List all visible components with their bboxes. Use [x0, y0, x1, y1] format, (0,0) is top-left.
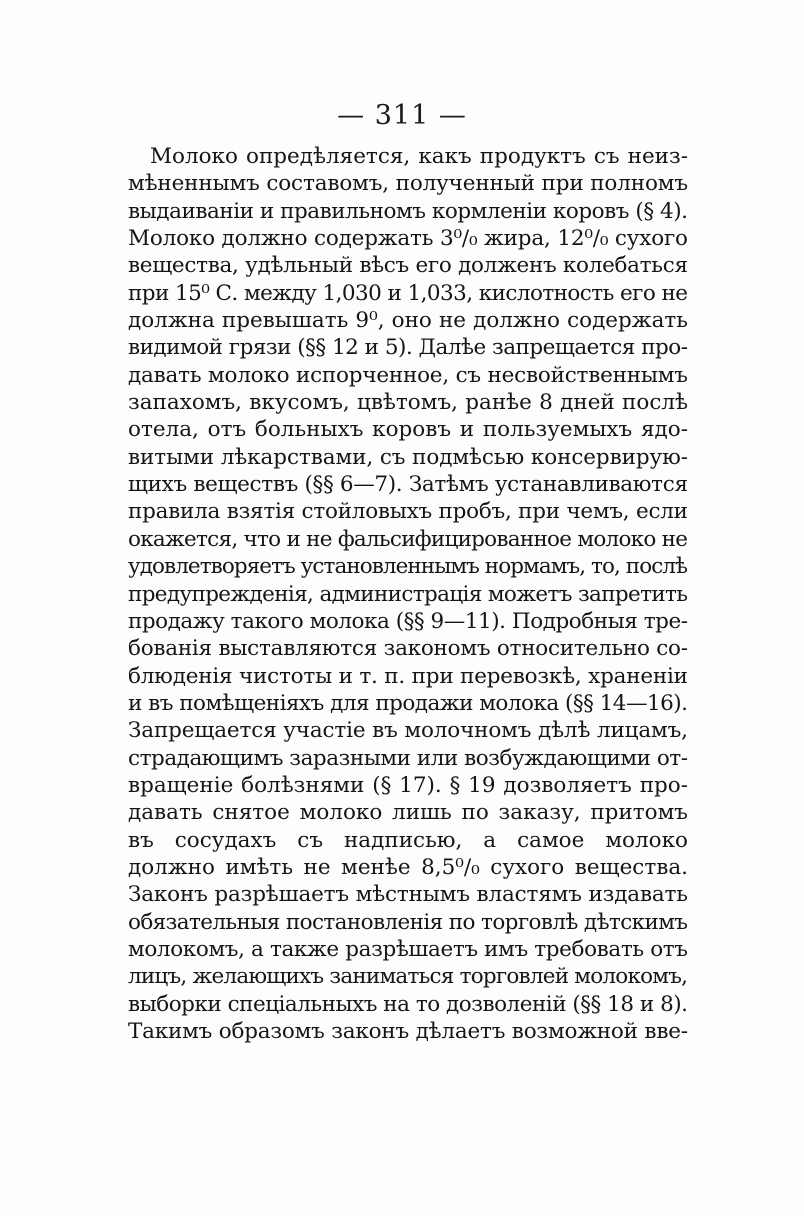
text-line: должна превышать 9⁰, оно не должно содержать [128, 308, 688, 334]
text-line: Молоко опредѣляется, какъ продуктъ съ неиз- [150, 144, 688, 169]
text-line: правила взятія стойловыхъ пробъ, при чемъ, если [128, 499, 688, 525]
text-line: страдающимъ заразными или возбуждающими от- [128, 745, 688, 771]
text-line: давать молоко испорченное, съ несвойственнымъ [128, 362, 688, 388]
text-line: щихъ веществъ (§§ 6—7). Затѣмъ устанавливаются [128, 472, 688, 498]
text-line: вращеніе болѣзнями (§ 17). § 19 дозволяетъ про- [128, 772, 688, 798]
body-text [128, 143, 688, 1045]
text-line: видимой грязи (§§ 12 и 5). Далѣе запрещается про- [128, 335, 688, 361]
text-line: Законъ разрѣшаетъ мѣстнымъ властямъ издавать [128, 882, 688, 908]
text-line: выдаиваніи и правильномъ кормленіи коровъ (§ 4). [128, 198, 688, 224]
text-line: давать снятое молоко лишь по заказу, притомъ [128, 800, 688, 826]
text-line: вещества, удѣльный вѣсъ его долженъ колебаться [128, 253, 688, 279]
text-line: отела, отъ больныхъ коровъ и пользуемыхъ ядо- [128, 417, 688, 443]
text-line: бованія выставляются закономъ относительно со- [128, 636, 688, 662]
text-line: блюденія чистоты и т. п. при перевозкѣ, храненіи [128, 663, 688, 689]
text-line: продажу такого молока (§§ 9—11). Подробныя тре- [128, 608, 688, 634]
text-line: Такимъ образомъ законъ дѣлаетъ возможной вве- [128, 1019, 688, 1044]
text-line: Молоко должно содержать 3⁰/₀ жира, 12⁰/₀ сухого [128, 226, 688, 252]
text-line: предупрежденія, администрація можетъ запретить [128, 581, 688, 607]
text-line: запахомъ, вкусомъ, цвѣтомъ, ранѣе 8 дней послѣ [128, 390, 688, 416]
text-line: лицъ, желающихъ заниматься торговлей молокомъ, [128, 964, 688, 990]
text-line: обязательныя постановленія по торговлѣ дѣтскимъ [128, 909, 688, 935]
text-line: молокомъ, а также разрѣшаетъ имъ требовать отъ [128, 936, 688, 962]
text-line: должно имѣть не менѣе 8,5⁰/₀ сухого вещества. [128, 854, 688, 880]
page-number: — 311 — [337, 100, 467, 131]
text-line: удовлетворяетъ установленнымъ нормамъ, то, послѣ [128, 554, 688, 580]
text-line: въ сосудахъ съ надписью, а самое молоко [128, 827, 688, 853]
text-line: при 15⁰ С. между 1,030 и 1,033, кислотность его не [128, 280, 688, 306]
text-line: выборки спеціальныхъ на то дозволеній (§§ 18 и 8). [128, 991, 688, 1017]
text-line: Запрещается участіе въ молочномъ дѣлѣ лицамъ, [128, 718, 688, 744]
text-line: окажется, что и не фальсифицированное молоко не [128, 526, 688, 552]
text-line: и въ помѣщеніяхъ для продажи молока (§§ 14—16). [128, 690, 688, 716]
text-line: мѣненнымъ составомъ, полученный при полномъ [128, 171, 688, 197]
text-line: витыми лѣкарствами, съ подмѣсью консервирую- [128, 444, 688, 470]
